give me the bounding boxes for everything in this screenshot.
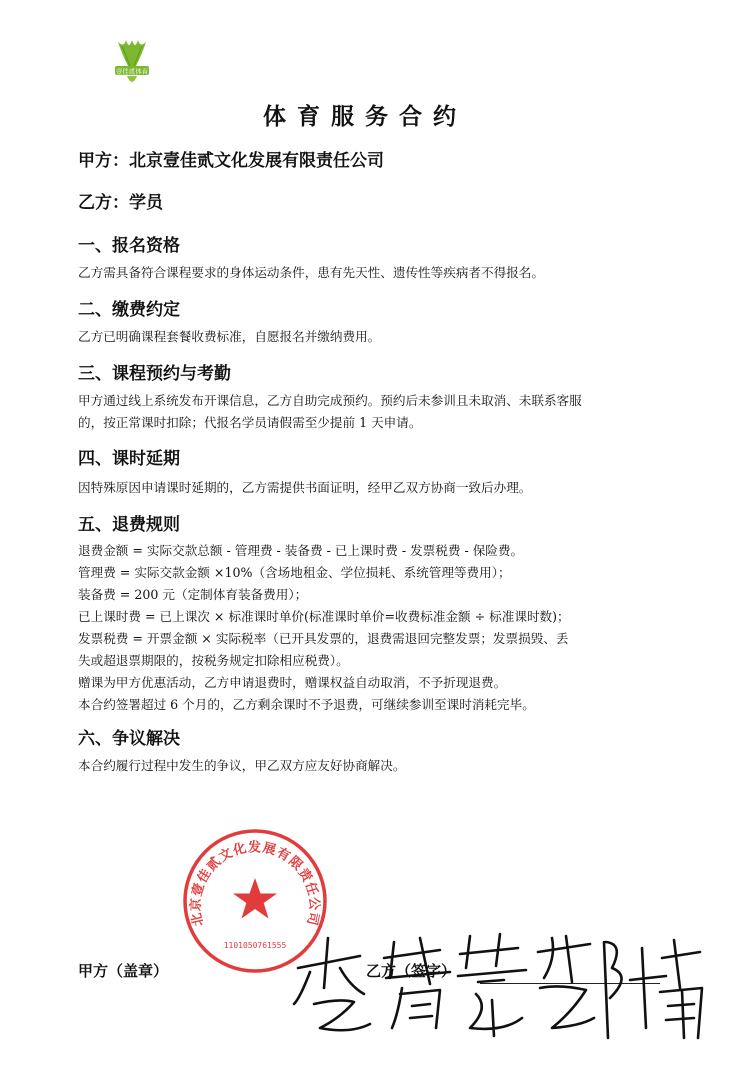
text-line: 甲方通过线上系统发布开课信息，乙方自助完成预约。预约后未参训且未取消、未联系客服 — [78, 393, 582, 408]
handwritten-signature — [290, 928, 710, 1048]
section-body — [78, 540, 658, 716]
page-title: 体育服务合约 — [263, 104, 467, 130]
text-line: 赠课为甲方优惠活动，乙方申请退费时，赠课权益自动取消，不予折现退费。 — [78, 675, 507, 690]
section-heading: 四、课时延期 — [78, 449, 180, 469]
seal-number: 1101050761555 — [223, 941, 287, 950]
text-line: 装备费 = 200 元（定制体育装备费用）； — [78, 587, 308, 602]
text-line: 管理费 = 实际交款金额 ×10%（含场地租金、学位损耗、系统管理等费用）； — [78, 565, 511, 580]
text-line: 退费金额 = 实际交款总额 - 管理费 - 装备费 - 已上课时费 - 发票税费 - 保险费。 — [78, 543, 524, 558]
party-a-stamp-label: 甲方（盖章） — [78, 962, 169, 980]
shuttlecock-icon — [118, 40, 146, 66]
logo-text: 壹佳贰体育 — [115, 67, 149, 76]
section-heading: 一、报名资格 — [78, 236, 180, 256]
text-line: 失或超退票期限的，按税务规定扣除相应税费）。 — [78, 653, 349, 668]
section-body — [78, 262, 658, 284]
text-line: 的，按正常课时扣除；代报名学员请假需至少提前 1 天申请。 — [78, 415, 422, 430]
section-body — [78, 326, 658, 348]
party-b: 乙方：学员 — [78, 193, 163, 213]
text-line: 发票税费 = 开票金额 × 实际税率（已开具发票的，退费需退回完整发票；发票损毁、丢 — [78, 631, 569, 646]
section-heading: 二、缴费约定 — [78, 300, 180, 320]
text-line: 乙方已明确课程套餐收费标准，自愿报名并缴纳费用。 — [78, 329, 381, 344]
section-body — [78, 755, 658, 777]
section-heading: 三、课程预约与考勤 — [78, 364, 231, 384]
section-heading: 六、争议解决 — [78, 729, 180, 749]
text-line: 因特殊原因申请课时延期的，乙方需提供书面证明，经甲乙双方协商一致后办理。 — [78, 480, 532, 495]
section-heading: 五、退费规则 — [78, 515, 180, 535]
section-body — [78, 390, 658, 434]
seal-text: 北京壹佳贰文化发展有限责任公司 — [188, 840, 322, 928]
section-body — [78, 477, 658, 499]
company-logo — [108, 36, 156, 90]
star-icon — [233, 878, 277, 919]
text-line: 已上课时费 = 已上课次 × 标准课时单价(标准课时单价=收费标准金额 ÷ 标准课时数)； — [78, 609, 570, 624]
text-line: 乙方需具备符合课程要求的身体运动条件，患有先天性、遗传性等疾病者不得报名。 — [78, 265, 544, 280]
party-b-sign-label: 乙方（签字） — [366, 962, 457, 980]
text-line: 本合约履行过程中发生的争议，甲乙双方应友好协商解决。 — [78, 758, 406, 773]
text-line: 本合约签署超过 6 个月的，乙方剩余课时不予退费，可继续参训至课时消耗完毕。 — [78, 697, 535, 712]
party-a: 甲方：北京壹佳贰文化发展有限责任公司 — [78, 151, 384, 171]
